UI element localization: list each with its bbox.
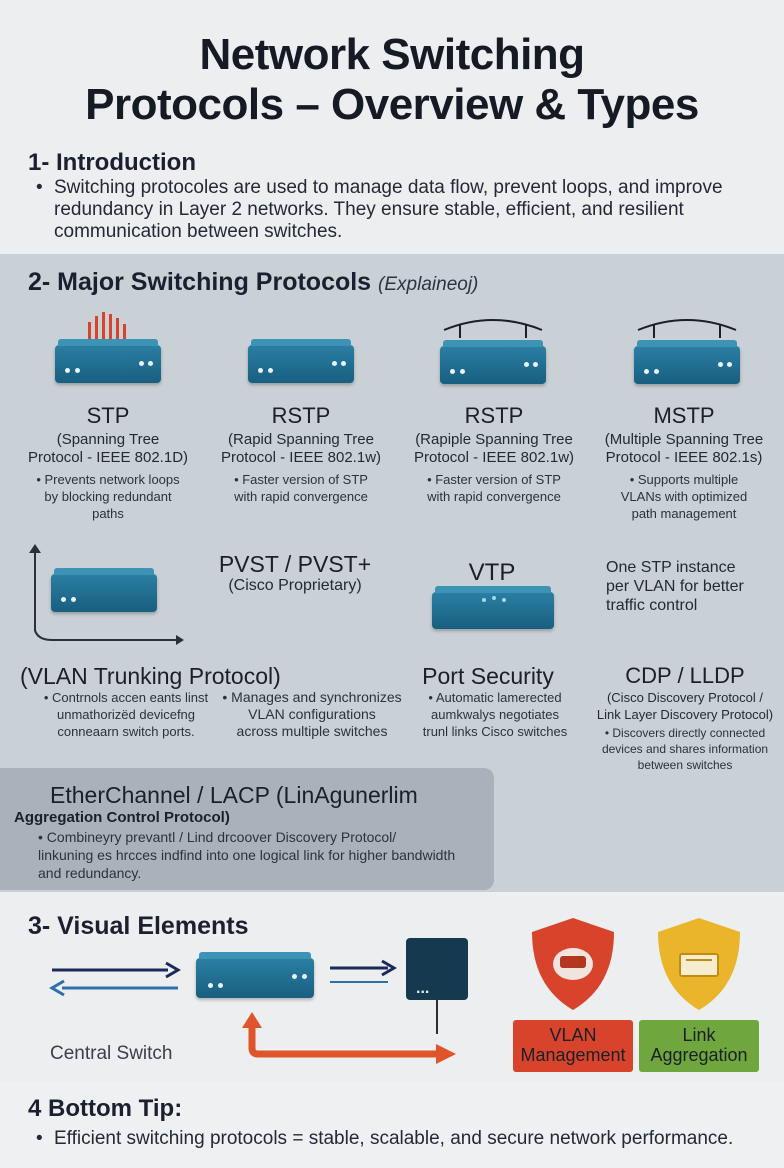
rstp-switch-icon-2	[440, 346, 546, 384]
mstp-name: MSTP	[653, 403, 715, 428]
bottom-tip-heading: 4 Bottom Tip:	[28, 1095, 183, 1122]
cdp-desc: • Discovers directly connected devices and shares information between switches	[601, 726, 769, 772]
bullet-dot: •	[36, 1128, 43, 1149]
major-protocols-heading	[28, 268, 478, 297]
cdp-sub: (Cisco Discovery Protocol / Link Layer Discovery Protocol)	[596, 690, 774, 722]
bidirectional-arrow-icon	[48, 958, 184, 998]
etherchannel-title: EtherChannel / LACP (LinAgunerlim	[50, 782, 418, 808]
stp-name: STP	[86, 403, 130, 428]
shield-icon	[530, 916, 616, 1012]
pvst-sub: (Cisco Proprietary)	[228, 577, 362, 594]
page-title	[0, 30, 784, 130]
mstp-desc: • Supports multiple VLANs with optimized path management	[620, 472, 748, 521]
rstp-switch-icon	[248, 345, 354, 383]
cdp-name: CDP / LLDP	[625, 663, 745, 688]
vlan-trunking-desc-right: • Manages and synchronizes VLAN configurations across multiple switches	[222, 689, 402, 739]
shield-icon	[656, 916, 742, 1012]
stp-desc: • Prevents network loops by blocking redundant paths	[36, 472, 180, 521]
server-icon: ...	[406, 938, 468, 1000]
major-protocols-title: 2- Major Switching Protocols	[28, 268, 372, 296]
bottom-tip-text: Efficient switching protocols = stable, scalable, and secure network performance.	[54, 1128, 734, 1149]
stp-instance-text: One STP instance per VLAN for better traffic control	[606, 559, 744, 614]
major-protocols-paren: (Explaineoj)	[378, 274, 479, 295]
vtp-name: VTP	[468, 559, 516, 586]
antenna-icon	[634, 316, 740, 338]
title-line-1: Network Switching	[199, 30, 585, 79]
title-line-2: Protocols – Overview & Types	[85, 80, 699, 129]
port-security-desc: • Automatic lamerected aumkwalys negotiates trunl links Cisco switches	[422, 690, 568, 739]
port-security-name: Port Security	[422, 663, 554, 689]
axis-arrow-icon	[28, 544, 42, 554]
axis-curve-icon	[34, 614, 184, 650]
bullet-dot: •	[36, 177, 43, 198]
introduction-text: Switching protocoles are used to manage data flow, prevent loops, and improve redundancy in Layer 2 networks. They ensure stable, efficient, and resilient communication between switches.	[54, 177, 723, 242]
stp-sub: (Spanning Tree Protocol - IEEE 802.1D)	[27, 431, 189, 466]
vtp-switch-icon	[432, 592, 554, 629]
rstp-name: RSTP	[271, 403, 331, 428]
mstp-sub: (Multiple Spanning Tree Protocol - IEEE 802.1s)	[604, 431, 764, 466]
orange-arrow-icon	[240, 1010, 462, 1066]
rstp-desc-2: • Faster version of STP with rapid convergence	[427, 472, 561, 504]
right-arrows-icon	[330, 958, 402, 988]
introduction-bullet	[36, 177, 756, 243]
central-switch-icon	[196, 958, 314, 998]
vlan-trunking-name: (VLAN Trunking Protocol)	[20, 663, 281, 689]
visual-elements-heading: 3- Visual Elements	[28, 912, 249, 940]
vlan-trunking-desc-left: • Contrnols accen eants linst unmathorizëd devicefng conneaarn switch ports.	[43, 690, 209, 739]
stp-switch-icon	[55, 345, 161, 383]
bottom-tip-bullet	[36, 1128, 776, 1150]
signal-icon	[84, 310, 134, 342]
antenna-icon	[440, 316, 546, 338]
mstp-switch-icon	[634, 346, 740, 384]
rstp-sub: (Rapid Spanning Tree Protocol - IEEE 802.1w)	[220, 431, 382, 466]
vlan-management-badge: VLAN Management	[513, 1020, 633, 1072]
central-switch-label: Central Switch	[50, 1043, 173, 1064]
etherchannel-desc: • Combineyry prevantl / Lind drcoover Discovery Protocol/ linkuning es hrcces indfind into one logical link for higher bandwidth and redundancy.	[38, 829, 456, 881]
pvst-name: PVST / PVST+	[218, 551, 372, 577]
introduction-heading: 1- Introduction	[28, 149, 196, 176]
rstp-desc: • Faster version of STP with rapid convergence	[234, 472, 368, 504]
pvst-switch-icon	[51, 574, 157, 612]
link-aggregation-badge: Link Aggregation	[639, 1020, 759, 1072]
rstp-name-2: RSTP	[464, 403, 524, 428]
rstp-sub-2: (Rapiple Spanning Tree Protocol - IEEE 802.1w)	[413, 431, 575, 466]
etherchannel-sub: Aggregation Control Protocol)	[14, 809, 230, 826]
